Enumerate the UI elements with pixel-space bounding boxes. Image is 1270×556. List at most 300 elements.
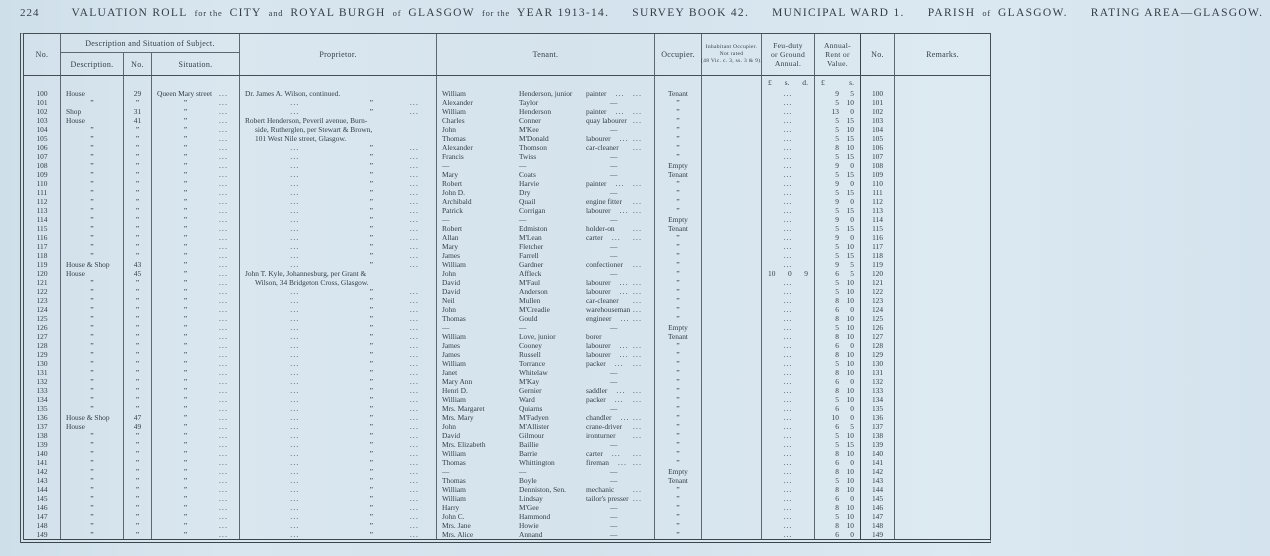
cell-no-2: 137	[861, 422, 895, 431]
cell-inhabitant-occupier	[702, 440, 762, 449]
cell-feu-duty: ...	[762, 116, 815, 125]
rent-pounds: 5	[835, 476, 839, 485]
cell-annual-rent	[815, 476, 861, 485]
cell-description: ”	[61, 224, 124, 233]
leader-dots: ...	[633, 341, 643, 350]
cell-description: ”	[61, 170, 124, 179]
situation-text: ”	[183, 224, 188, 233]
tenant-forename: John	[442, 269, 456, 278]
cell-street-no: ”	[124, 323, 152, 332]
situation-text: ”	[183, 305, 188, 314]
rent-shillings: 5	[850, 260, 854, 269]
cell-annual-rent	[815, 341, 861, 350]
situation-text: ”	[183, 413, 188, 422]
cell-no: 143	[24, 476, 61, 485]
cell-tenant	[437, 440, 655, 449]
cell-situation	[152, 413, 240, 422]
rent-pounds: 8	[835, 314, 839, 323]
cell-situation	[152, 161, 240, 170]
leader-dots: ...	[219, 359, 229, 368]
cell-no-2: 148	[861, 521, 895, 530]
leader-dots: ...	[619, 287, 629, 296]
leader-dots: ...	[290, 98, 300, 107]
tenant-occupation	[586, 197, 633, 206]
occupation-text: quay labourer	[586, 116, 627, 125]
cell-description: ”	[61, 206, 124, 215]
cell-description: ”	[61, 233, 124, 242]
leader-dots: ...	[219, 116, 229, 125]
tenant-forename: Mrs. Jane	[442, 521, 471, 530]
tenant-forename: Robert	[442, 224, 463, 233]
rent-pounds: 8	[835, 386, 839, 395]
cell-remarks	[895, 377, 990, 386]
unit-label: s.	[849, 78, 854, 87]
cell-situation	[152, 143, 240, 152]
leader-dots: ...	[219, 386, 229, 395]
cell-annual-rent	[815, 287, 861, 296]
cell-inhabitant-occupier	[702, 431, 762, 440]
tenant-occupation	[586, 341, 633, 350]
leader-dots: ...	[290, 197, 300, 206]
title-segment: for the	[194, 8, 223, 18]
cell-occupier: ”	[655, 386, 702, 395]
situation-text: ”	[183, 251, 188, 260]
tenant-occupation: —	[610, 503, 618, 512]
ditto-mark: ”	[369, 368, 374, 377]
unit-label: £	[768, 78, 772, 87]
cell-annual-rent	[815, 494, 861, 503]
ditto-mark: ”	[369, 242, 374, 251]
cell-feu-duty: ...	[762, 125, 815, 134]
cell-annual-rent	[815, 98, 861, 107]
occupation-text: mechanic	[586, 485, 615, 494]
leader-dots: ...	[409, 143, 419, 152]
cell-occupier: Empty	[655, 215, 702, 224]
tenant-occupation	[586, 332, 633, 341]
cell-feu-duty: ...	[762, 476, 815, 485]
leader-dots: ...	[219, 413, 229, 422]
leader-dots: ...	[633, 359, 643, 368]
cell-tenant	[437, 215, 655, 224]
rent-shillings: 10	[846, 242, 854, 251]
tenant-forename: William	[442, 449, 466, 458]
cell-remarks	[895, 197, 990, 206]
cell-occupier: Tenant	[655, 89, 702, 98]
leader-dots	[633, 125, 654, 134]
rent-pounds: 8	[835, 332, 839, 341]
cell-proprietor	[240, 404, 437, 413]
cell-street-no: ”	[124, 449, 152, 458]
leader-dots: ...	[290, 152, 300, 161]
table-row	[24, 395, 990, 404]
tenant-forename: Charles	[442, 116, 465, 125]
tenant-occupation	[586, 431, 633, 440]
cell-description: ”	[61, 152, 124, 161]
cell-street-no: ”	[124, 467, 152, 476]
cell-annual-rent	[815, 332, 861, 341]
leader-dots: ...	[409, 467, 419, 476]
rent-pounds: 6	[835, 305, 839, 314]
cell-annual-rent	[815, 233, 861, 242]
tenant-surname: Quail	[519, 197, 536, 206]
leader-dots: ...	[619, 350, 629, 359]
table-row	[24, 89, 990, 98]
cell-remarks	[895, 494, 990, 503]
cell-annual-rent	[815, 413, 861, 422]
tenant-forename: Alexander	[442, 143, 473, 152]
title-segment: MUNICIPAL WARD 1.	[772, 7, 905, 19]
tenant-surname: Love, junior	[519, 332, 556, 341]
leader-dots: ...	[409, 161, 419, 170]
cell-tenant	[437, 341, 655, 350]
leader-dots: ...	[219, 161, 229, 170]
tenant-forename: —	[442, 215, 450, 224]
leader-dots: ...	[290, 215, 300, 224]
cell-description: ”	[61, 314, 124, 323]
title-segment: PARISH	[927, 7, 976, 19]
cell-tenant	[437, 170, 655, 179]
rent-pounds: 8	[835, 368, 839, 377]
table-row	[24, 476, 990, 485]
rent-shillings: 0	[850, 494, 854, 503]
cell-proprietor	[240, 467, 437, 476]
leader-dots	[633, 467, 654, 476]
leader-dots: ...	[219, 395, 229, 404]
tenant-surname: Russell	[519, 350, 541, 359]
cell-annual-rent	[815, 188, 861, 197]
cell-tenant	[437, 530, 655, 539]
cell-inhabitant-occupier	[702, 395, 762, 404]
cell-situation	[152, 107, 240, 116]
cell-situation	[152, 458, 240, 467]
cell-street-no: ”	[124, 377, 152, 386]
cell-street-no: ”	[124, 386, 152, 395]
cell-inhabitant-occupier	[702, 170, 762, 179]
cell-feu-duty: ...	[762, 413, 815, 422]
ditto-mark: ”	[369, 251, 374, 260]
situation-text: Queen Mary street	[157, 89, 212, 98]
leader-dots: ...	[633, 296, 643, 305]
cell-proprietor: John T. Kyle, Johannesburg, per Grant &	[240, 269, 437, 278]
rent-pounds: 5	[835, 278, 839, 287]
cell-no-2: 104	[861, 125, 895, 134]
tenant-surname: Edmiston	[519, 224, 548, 233]
tenant-occupation	[586, 359, 633, 368]
cell-inhabitant-occupier	[702, 161, 762, 170]
header-line: Rent or	[825, 49, 850, 59]
occupation-text: holder-on	[586, 224, 615, 233]
cell-no: 147	[24, 512, 61, 521]
cell-feu-duty: ...	[762, 494, 815, 503]
situation-text: ”	[183, 485, 188, 494]
cell-feu-duty: ...	[762, 215, 815, 224]
tenant-forename: James	[442, 251, 461, 260]
table-row	[24, 251, 990, 260]
tenant-forename: Mary	[442, 242, 459, 251]
cell-situation	[152, 206, 240, 215]
cell-tenant	[437, 305, 655, 314]
leader-dots: ...	[290, 296, 300, 305]
cell-street-no: 43	[124, 260, 152, 269]
cell-feu-duty: ...	[762, 98, 815, 107]
leader-dots: ...	[409, 476, 419, 485]
cell-no: 113	[24, 206, 61, 215]
rent-shillings: 10	[846, 287, 854, 296]
occupation-text: engine fitter	[586, 197, 622, 206]
table-row	[24, 143, 990, 152]
cell-annual-rent	[815, 449, 861, 458]
cell-remarks	[895, 530, 990, 539]
situation-text: ”	[183, 449, 188, 458]
cell-feu-duty: ...	[762, 359, 815, 368]
leader-dots: ...	[409, 170, 419, 179]
rent-pounds: 6	[835, 458, 839, 467]
valuation-table	[20, 33, 991, 543]
ditto-mark: ”	[369, 152, 374, 161]
cell-situation	[152, 449, 240, 458]
cell-annual-rent	[815, 170, 861, 179]
rent-shillings: 0	[850, 107, 854, 116]
cell-street-no: ”	[124, 179, 152, 188]
cell-no: 129	[24, 350, 61, 359]
rent-shillings: 10	[846, 278, 854, 287]
leader-dots	[633, 161, 654, 170]
cell-occupier: Tenant	[655, 476, 702, 485]
cell-occupier: ”	[655, 287, 702, 296]
col-header-proprietor: Proprietor.	[240, 34, 437, 75]
rent-shillings: 10	[846, 368, 854, 377]
tenant-forename: John D.	[442, 188, 465, 197]
cell-no: 112	[24, 197, 61, 206]
leader-dots: ...	[290, 359, 300, 368]
situation-text: ”	[183, 386, 188, 395]
leader-dots: ...	[290, 314, 300, 323]
cell-street-no: ”	[124, 143, 152, 152]
table-row	[24, 332, 990, 341]
cell-no-2: 128	[861, 341, 895, 350]
situation-text: ”	[183, 341, 188, 350]
leader-dots: ...	[219, 278, 229, 287]
tenant-forename: Alexander	[442, 98, 473, 107]
cell-feu-duty: ...	[762, 260, 815, 269]
cell-situation	[152, 170, 240, 179]
cell-situation	[152, 350, 240, 359]
unit-label: s.	[784, 78, 790, 87]
leader-dots: ...	[409, 449, 419, 458]
cell-proprietor	[240, 179, 437, 188]
situation-text: ”	[183, 350, 188, 359]
tenant-occupation: —	[610, 98, 618, 107]
situation-text: ”	[183, 242, 188, 251]
leader-dots: ...	[409, 287, 419, 296]
cell-no-2: 138	[861, 431, 895, 440]
rent-pounds: 6	[835, 494, 839, 503]
occupation-text: crane-driver	[586, 422, 623, 431]
cell-no-2: 109	[861, 170, 895, 179]
tenant-surname: Farrell	[519, 251, 539, 260]
cell-no: 133	[24, 386, 61, 395]
cell-annual-rent	[815, 107, 861, 116]
cell-street-no: 45	[124, 269, 152, 278]
cell-no-2: 143	[861, 476, 895, 485]
situation-text: ”	[183, 467, 188, 476]
cell-situation	[152, 98, 240, 107]
cell-inhabitant-occupier	[702, 494, 762, 503]
page-header	[20, 7, 1264, 19]
rent-shillings: 15	[846, 170, 854, 179]
ditto-mark: ”	[369, 377, 374, 386]
cell-situation	[152, 341, 240, 350]
rent-pounds: 5	[835, 512, 839, 521]
cell-occupier: ”	[655, 296, 702, 305]
leader-dots: ...	[633, 287, 643, 296]
cell-street-no: ”	[124, 170, 152, 179]
cell-no: 111	[24, 188, 61, 197]
cell-occupier: ”	[655, 314, 702, 323]
rent-shillings: 0	[850, 161, 854, 170]
col-header-feu-duty	[762, 34, 815, 75]
table-row	[24, 107, 990, 116]
table-row	[24, 179, 990, 188]
tenant-occupation: —	[610, 368, 618, 377]
cell-tenant	[437, 197, 655, 206]
cell-occupier: ”	[655, 206, 702, 215]
cell-proprietor: 101 West Nile street, Glasgow.	[240, 134, 437, 143]
cell-inhabitant-occupier	[702, 269, 762, 278]
tenant-occupation	[586, 305, 633, 314]
tenant-forename: John C.	[442, 512, 465, 521]
cell-annual-rent	[815, 323, 861, 332]
cell-tenant	[437, 377, 655, 386]
cell-inhabitant-occupier	[702, 143, 762, 152]
cell-description: ”	[61, 323, 124, 332]
tenant-occupation	[586, 485, 633, 494]
leader-dots: ...	[409, 107, 419, 116]
leader-dots: ...	[219, 368, 229, 377]
cell-feu-duty: ...	[762, 503, 815, 512]
leader-dots: ...	[290, 512, 300, 521]
ditto-mark: ”	[369, 458, 374, 467]
tenant-forename: Thomas	[442, 476, 466, 485]
table-row	[24, 485, 990, 494]
tenant-forename: Mrs. Margaret	[442, 404, 485, 413]
rent-shillings: 0	[850, 341, 854, 350]
cell-remarks	[895, 449, 990, 458]
cell-situation	[152, 485, 240, 494]
cell-tenant	[437, 323, 655, 332]
leader-dots: ...	[219, 152, 229, 161]
leader-dots	[633, 377, 654, 386]
col-header-no-2: No.	[861, 34, 895, 75]
cell-occupier: ”	[655, 188, 702, 197]
leader-dots: ...	[614, 395, 624, 404]
cell-annual-rent	[815, 116, 861, 125]
cell-occupier: Empty	[655, 467, 702, 476]
cell-occupier: ”	[655, 350, 702, 359]
leader-dots	[633, 98, 654, 107]
rent-pounds: 5	[835, 359, 839, 368]
col-header-tenant: Tenant.	[437, 34, 655, 75]
cell-occupier: ”	[655, 404, 702, 413]
spacer-cell	[895, 76, 990, 89]
cell-inhabitant-occupier	[702, 197, 762, 206]
situation-text: ”	[183, 134, 188, 143]
cell-annual-rent	[815, 305, 861, 314]
cell-no: 115	[24, 224, 61, 233]
situation-text: ”	[183, 116, 188, 125]
leader-dots: ...	[290, 224, 300, 233]
leader-dots	[633, 188, 654, 197]
cell-no-2: 114	[861, 215, 895, 224]
title-segment: VALUATION ROLL	[71, 7, 188, 19]
rent-shillings: 0	[850, 377, 854, 386]
leader-dots: ...	[633, 350, 643, 359]
occupation-text: painter	[586, 89, 607, 98]
leader-dots: ...	[219, 98, 229, 107]
ditto-mark: ”	[369, 476, 374, 485]
cell-remarks	[895, 170, 990, 179]
rent-shillings: 15	[846, 188, 854, 197]
cell-description: ”	[61, 125, 124, 134]
situation-text: ”	[183, 170, 188, 179]
leader-dots: ...	[409, 494, 419, 503]
leader-dots: ...	[633, 224, 643, 233]
leader-dots: ...	[633, 116, 643, 125]
cell-annual-rent	[815, 179, 861, 188]
ditto-mark: ”	[369, 404, 374, 413]
leader-dots	[633, 521, 654, 530]
cell-situation	[152, 260, 240, 269]
cell-feu-duty: ...	[762, 233, 815, 242]
cell-tenant	[437, 458, 655, 467]
tenant-surname: M'Fadyen	[519, 413, 549, 422]
leader-dots: ...	[219, 431, 229, 440]
tenant-occupation	[586, 260, 633, 269]
cell-annual-rent	[815, 314, 861, 323]
tenant-forename: Mary Ann	[442, 377, 473, 386]
tenant-occupation	[586, 89, 633, 98]
ditto-mark: ”	[369, 485, 374, 494]
table-row	[24, 503, 990, 512]
ditto-mark: ”	[369, 170, 374, 179]
tenant-surname: M'Kay	[519, 377, 540, 386]
situation-text: ”	[183, 98, 188, 107]
table-row	[24, 422, 990, 431]
cell-annual-rent	[815, 512, 861, 521]
leader-dots: ...	[620, 413, 630, 422]
cell-situation	[152, 512, 240, 521]
ditto-mark: ”	[369, 494, 374, 503]
cell-inhabitant-occupier	[702, 341, 762, 350]
cell-tenant	[437, 521, 655, 530]
leader-dots: ...	[633, 395, 643, 404]
rent-shillings: 10	[846, 476, 854, 485]
tenant-forename: William	[442, 107, 466, 116]
leader-dots	[633, 368, 654, 377]
leader-dots: ...	[290, 476, 300, 485]
cell-occupier: ”	[655, 233, 702, 242]
leader-dots: ...	[219, 521, 229, 530]
cell-remarks	[895, 296, 990, 305]
cell-remarks	[895, 314, 990, 323]
cell-remarks	[895, 323, 990, 332]
situation-text: ”	[183, 314, 188, 323]
table-header	[24, 34, 990, 76]
cell-no-2: 105	[861, 134, 895, 143]
cell-proprietor	[240, 323, 437, 332]
leader-dots: ...	[409, 152, 419, 161]
table-row	[24, 530, 990, 539]
